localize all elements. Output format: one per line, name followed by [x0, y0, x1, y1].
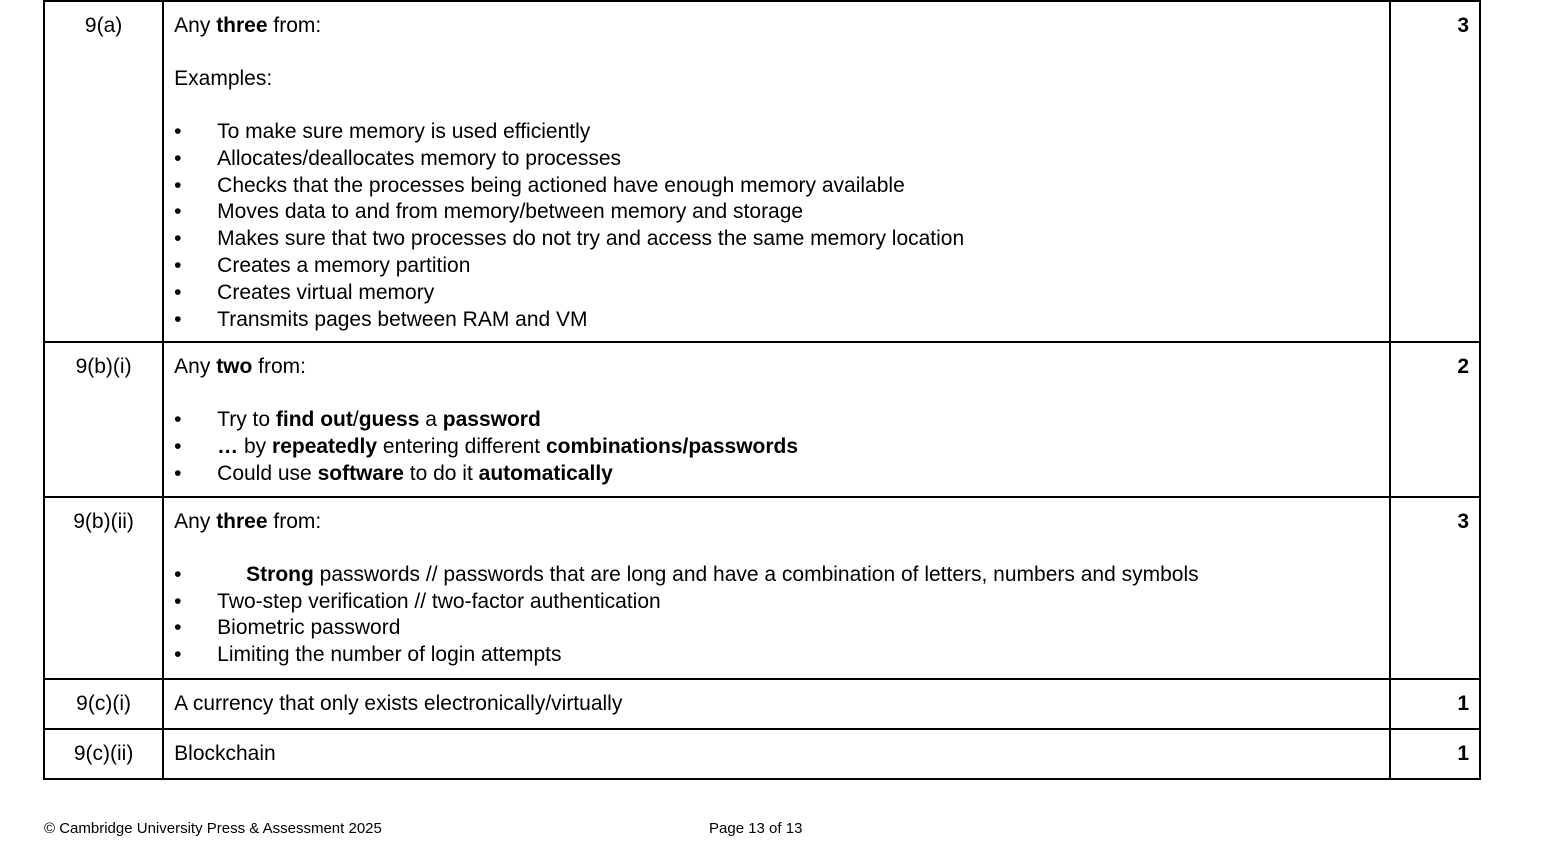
question-number: 9(a) — [44, 1, 163, 342]
list-item: • Makes sure that two processes do not try and access the same memory location — [174, 226, 1379, 253]
list-item: • … by repeatedly entering different combinations/passwords — [174, 434, 1379, 461]
question-number: 9(b)(i) — [44, 342, 163, 496]
bullet-list — [174, 562, 1379, 669]
answer-intro: Any three from: — [174, 509, 322, 533]
list-item: • Creates virtual memory — [174, 280, 1379, 307]
table-row — [44, 729, 1480, 779]
list-item: • Moves data to and from memory/between memory and storage — [174, 199, 1379, 226]
marks-value: 1 — [1390, 679, 1480, 729]
bullet-list — [174, 407, 1379, 487]
question-number: 9(c)(ii) — [44, 729, 163, 779]
table-row — [44, 679, 1480, 729]
list-item: • Biometric password — [174, 615, 1379, 642]
mark-scheme-table — [43, 0, 1481, 780]
answer-intro: Any three from: — [174, 14, 322, 37]
footer-copyright: © Cambridge University Press & Assessment 2025 — [44, 820, 382, 837]
list-item: • Two-step verification // two-factor authentication — [174, 589, 1379, 616]
table-row — [44, 342, 1480, 496]
question-number: 9(c)(i) — [44, 679, 163, 729]
answer-text: Blockchain — [163, 729, 1390, 779]
list-item: • Allocates/deallocates memory to processes — [174, 146, 1379, 173]
list-item: • Strong passwords // passwords that are long and have a combination of letters, numbers and symbols — [174, 562, 1379, 589]
list-item: • Checks that the processes being actioned have enough memory available — [174, 173, 1379, 200]
table-row — [44, 1, 1480, 342]
marks-value: 3 — [1390, 1, 1480, 342]
footer-page-number: Page 13 of 13 — [709, 820, 803, 837]
marks-value: 3 — [1390, 497, 1480, 679]
examples-label: Examples: — [174, 67, 273, 90]
answer-text: A currency that only exists electronically/virtually — [163, 679, 1390, 729]
list-item: • Limiting the number of login attempts — [174, 642, 1379, 669]
question-number: 9(b)(ii) — [44, 497, 163, 679]
answer-cell — [163, 1, 1390, 342]
list-item: • Creates a memory partition — [174, 253, 1379, 280]
table-row — [44, 497, 1480, 679]
answer-cell — [163, 497, 1390, 679]
answer-cell — [163, 342, 1390, 496]
list-item: • Could use software to do it automatically — [174, 461, 1379, 488]
list-item: • Try to find out/guess a password — [174, 407, 1379, 434]
marks-value: 2 — [1390, 342, 1480, 496]
bullet-list — [174, 119, 1379, 333]
list-item: • Transmits pages between RAM and VM — [174, 307, 1379, 334]
marks-value: 1 — [1390, 729, 1480, 779]
answer-intro: Any two from: — [174, 355, 307, 379]
list-item: • To make sure memory is used efficiently — [174, 119, 1379, 146]
